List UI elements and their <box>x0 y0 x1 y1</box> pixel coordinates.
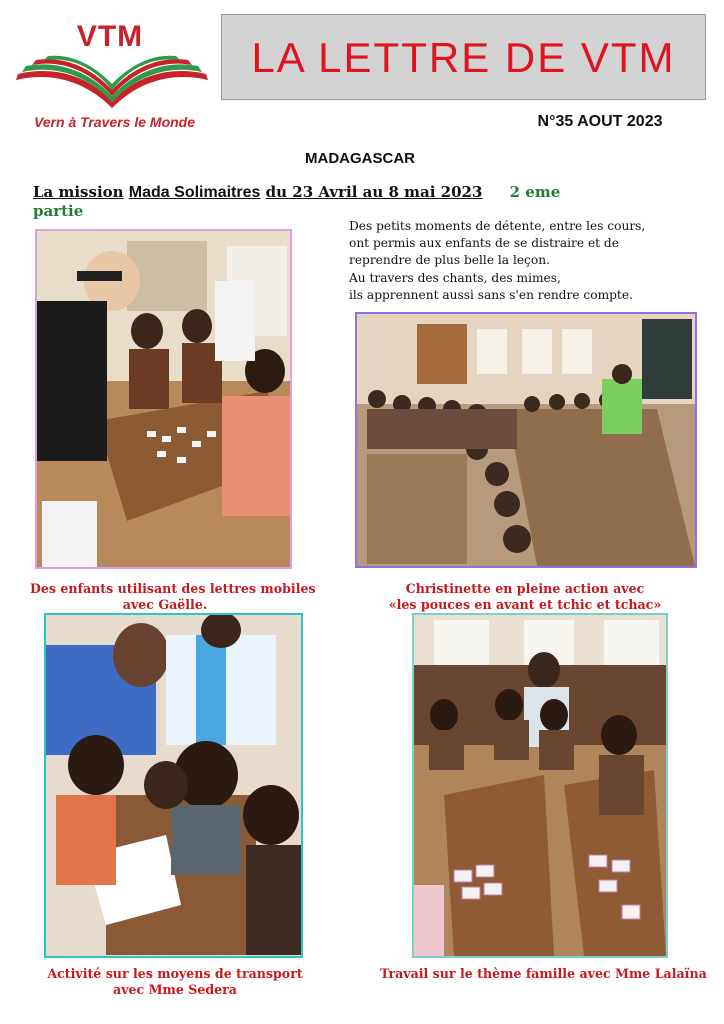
caption-photo-1 <box>30 581 316 613</box>
caption-photo-3 <box>40 966 310 998</box>
caption-photo-2 <box>370 581 680 613</box>
caption-line: Des enfants utilisant des lettres mobiles <box>30 581 316 596</box>
caption-line: Activité sur les moyens de transport <box>47 966 303 981</box>
caption-line: Travail sur le thème famille avec Mme Lalaïna <box>380 966 707 981</box>
section-country: MADAGASCAR <box>305 150 415 167</box>
article-headline <box>33 183 593 220</box>
photo-singing-activity <box>355 312 697 568</box>
headline-part: 2 eme partie <box>33 183 561 220</box>
photo-letters-activity <box>35 229 292 569</box>
headline-prefix: La mission <box>33 183 124 201</box>
intro-line: ont permis aux enfants de se distraire et de <box>349 236 619 251</box>
intro-line: ils apprennent aussi sans s'en rendre compte. <box>349 287 633 302</box>
classroom-photo-image <box>37 231 290 567</box>
intro-paragraph <box>349 218 689 304</box>
classroom-photo-image <box>46 615 301 956</box>
photo-family-activity <box>412 613 668 958</box>
logo-acronym: VTM <box>76 20 144 53</box>
open-book-logo-icon <box>12 52 212 112</box>
caption-line: Christinette en pleine action avec <box>405 581 645 596</box>
caption-photo-4 <box>380 966 707 982</box>
issue-number: N°35 AOUT 2023 <box>537 113 663 130</box>
photo-transport-activity <box>44 613 303 958</box>
headline-mission-name: Mada Solimaitres <box>128 184 261 201</box>
logo-tagline: Vern à Travers le Monde <box>33 114 196 130</box>
newsletter-title: LA LETTRE DE VTM <box>251 34 676 81</box>
intro-line: reprendre de plus belle la leçon. <box>349 253 550 268</box>
classroom-photo-image <box>357 314 695 566</box>
classroom-photo-image <box>414 615 666 956</box>
caption-line: «les pouces en avant et tchic et tchac» <box>388 597 662 612</box>
caption-line: avec Mme Sedera <box>113 982 237 997</box>
headline-dates: du 23 Avril au 8 mai 2023 <box>265 183 483 201</box>
intro-line: Des petits moments de détente, entre les cours, <box>349 219 646 233</box>
intro-line: Au travers des chants, des mimes, <box>349 270 561 285</box>
caption-line: avec Gaëlle. <box>122 597 208 612</box>
